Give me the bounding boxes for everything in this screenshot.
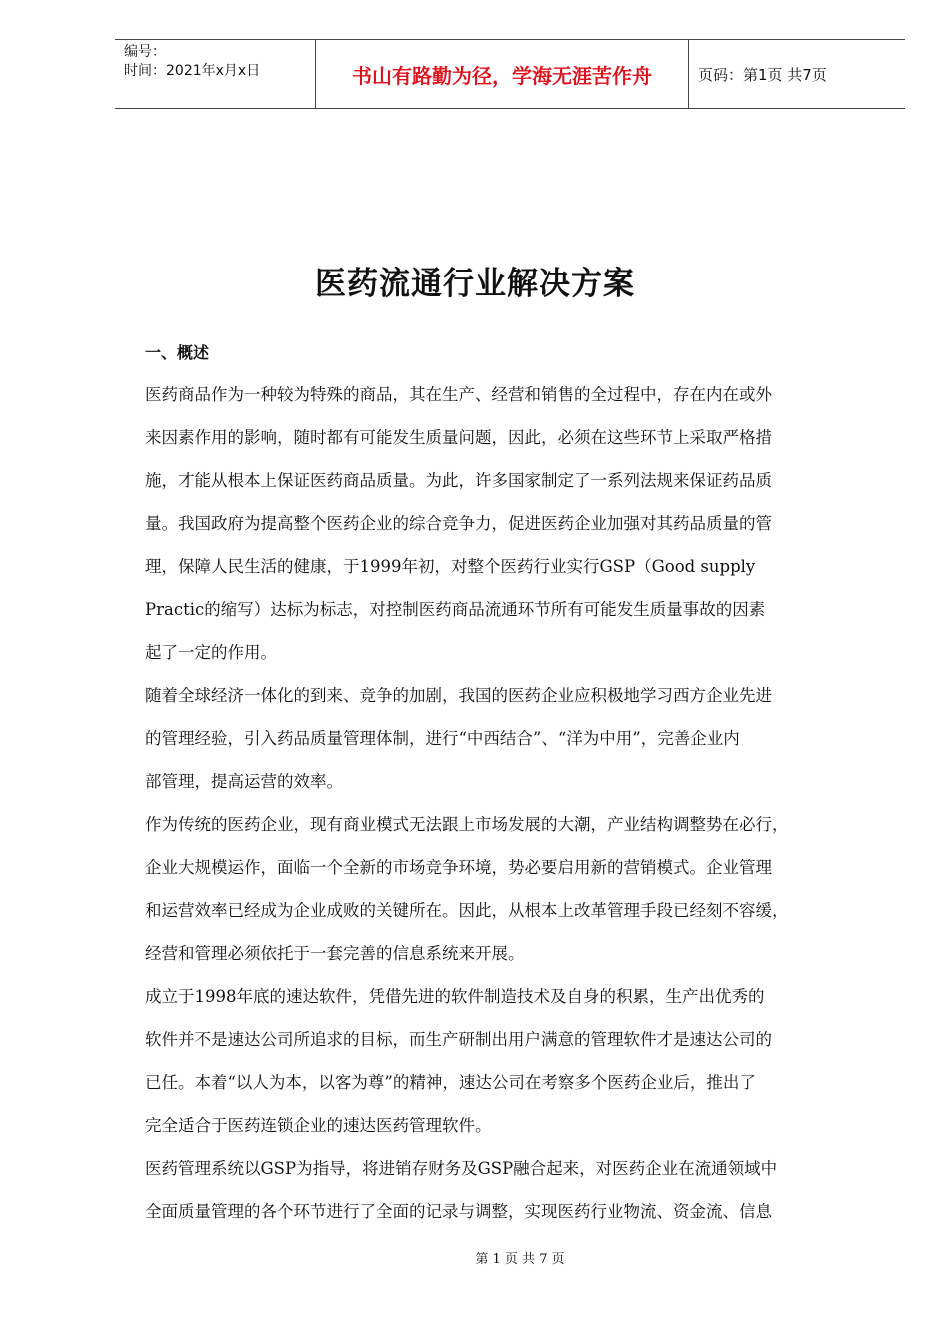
document-number-label: 编号： [124,44,166,60]
body-line: 量。我国政府为提高整个医药企业的综合竞争力，促进医药企业加强对其药品质量的管 [145,514,772,533]
document-title: 医药流通行业解决方案 [315,266,635,302]
body-line: 的管理经验，引入药品质量管理体制，进行“中西结合”、“洋为中用”，完善企业内 [145,729,740,748]
body-line: 成立于1998年底的速达软件，凭借先进的软件制造技术及自身的积累，生产出优秀的 [145,987,765,1006]
body-line: 施，才能从根本上保证医药商品质量。为此，许多国家制定了一系列法规来保证药品质 [145,471,772,490]
body-line: 医药商品作为一种较为特殊的商品，其在生产、经营和销售的全过程中，存在内在或外 [145,385,772,404]
body-line: 随着全球经济一体化的到来、竞争的加剧，我国的医药企业应积极地学习西方企业先进 [145,686,772,705]
section-heading: 一、概述 [145,343,210,362]
body-line: 和运营效率已经成为企业成败的关键所在。因此，从根本上改革管理手段已经刻不容缓， [145,901,789,920]
body-line: 医药管理系统以GSP为指导，将进销存财务及GSP融合起来，对医药企业在流通领域中 [145,1159,778,1178]
header-motto: 书山有路勤为径，学海无涯苦作舟 [315,40,689,108]
header-info-cell [115,40,315,108]
document-time-label: 时间：2021年x月x日 [124,63,261,79]
body-text [145,373,885,1233]
body-line: 已任。本着“以人为本，以客为尊”的精神，速达公司在考察多个医药企业后，推出了 [145,1073,756,1092]
body-line: 企业大规模运作，面临一个全新的市场竞争环境，势必要启用新的营销模式。企业管理 [145,858,772,877]
body-line: 部管理，提高运营的效率。 [145,772,343,791]
body-line: 理，保障人民生活的健康，于1999年初，对整个医药行业实行GSP（Good supply [145,557,756,576]
body-line: 完全适合于医药连锁企业的速达医药管理软件。 [145,1116,492,1135]
body-line: 来因素作用的影响，随时都有可能发生质量问题，因此，必须在这些环节上采取严格措 [145,428,772,447]
page-footer: 第 1 页 共 7 页 [475,1252,565,1267]
body-line: 经营和管理必须依托于一套完善的信息系统来开展。 [145,944,525,963]
body-line: Practic的缩写）达标为标志，对控制医药商品流通环节所有可能发生质量事故的因素 [145,600,766,619]
body-line: 全面质量管理的各个环节进行了全面的记录与调整，实现医药行业物流、资金流、信息 [145,1202,772,1221]
body-line: 起了一定的作用。 [145,643,277,662]
page-header [115,39,905,109]
header-page-indicator: 页码：第1页 共7页 [698,65,827,84]
body-line: 软件并不是速达公司所追求的目标，而生产研制出用户满意的管理软件才是速达公司的 [145,1030,772,1049]
body-line: 作为传统的医药企业，现有商业模式无法跟上市场发展的大潮，产业结构调整势在必行， [145,815,789,834]
